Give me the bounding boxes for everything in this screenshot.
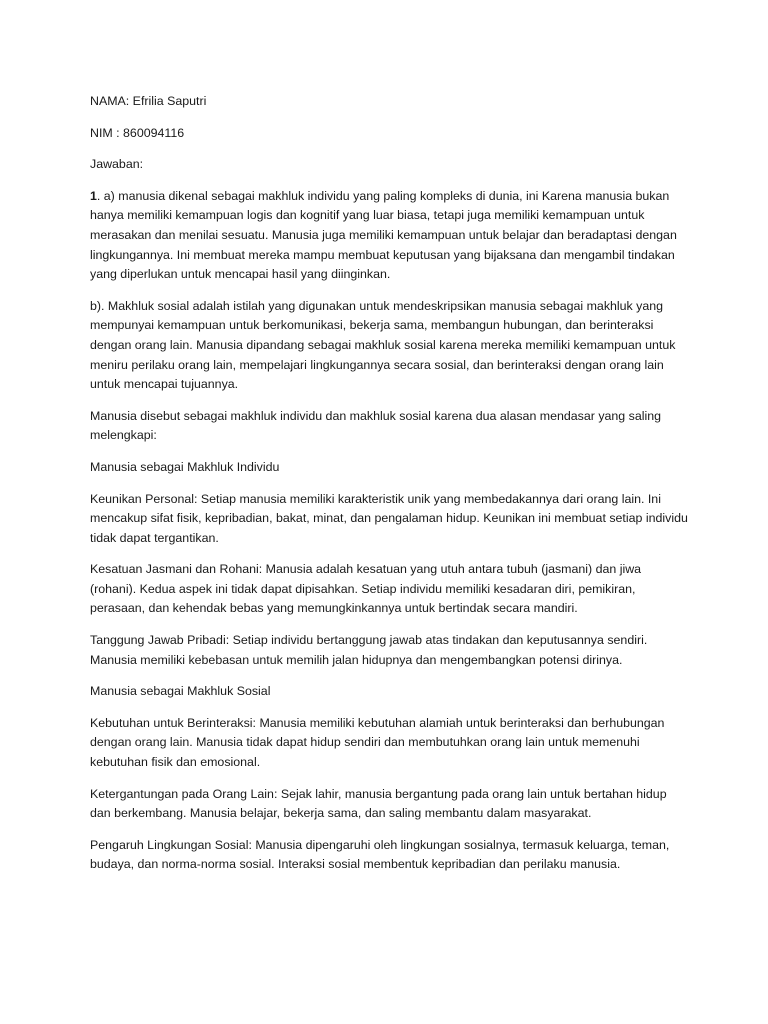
answer-1a [90,187,690,285]
answer-1b: b). Makhluk sosial adalah istilah yang digunakan untuk mendeskripsikan manusia sebagai makhluk yang mempunyai kemampuan untuk berkomunikasi, bekerja sama, membangun hubungan, dan berinteraksi dengan orang lain. Manusia dipandang sebagai makhluk sosial karena mereka memiliki kemampuan untuk meniru perilaku orang lain, mempelajari lingkungannya secara sosial, dan berinteraksi dengan orang lain untuk mencapai tujuannya. [90,298,676,392]
social-heading: Manusia sebagai Makhluk Sosial [90,684,271,699]
individual-heading: Manusia sebagai Makhluk Individu [90,459,280,474]
individual-point: Kesatuan Jasmani dan Rohani: Manusia adalah kesatuan yang utuh antara tubuh (jasmani) dan jiwa (rohani). Kedua aspek ini tidak dapat dipisahkan. Setiap individu memiliki kesadaran diri, pemikiran, perasaan, dan kehendak bebas yang memungkinkannya untuk bertindak secara mandiri. [90,562,642,616]
social-point: Ketergantungan pada Orang Lain: Sejak lahir, manusia bergantung pada orang lain untuk bertahan hidup dan berkembang. Manusia belajar, bekerja sama, dan saling membantu dalam masyarakat. [90,786,667,821]
individual-point: Keunikan Personal: Setiap manusia memiliki karakteristik unik yang membedakannya dari orang lain. Ini mencakup sifat fisik, kepribadian, bakat, minat, dan pengalaman hidup. Keunikan ini membuat setiap individu tidak dapat tergantikan. [90,491,688,545]
social-point: Kebutuhan untuk Berinteraksi: Manusia memiliki kebutuhan alamiah untuk berinteraksi dan berhubungan dengan orang lain. Manusia tidak dapat hidup sendiri dan membutuhkan orang lain untuk memenuhi kebutuhan fisik dan emosional. [90,715,665,770]
individual-point: Tanggung Jawab Pribadi: Setiap individu bertanggung jawab atas tindakan dan keputusannya sendiri. Manusia memiliki kebebasan untuk memilih jalan hidupnya dan mengembangkan potensi dirinya. [90,633,648,667]
answer-label: Jawaban: [90,157,144,172]
student-nim: NIM : 860094116 [90,125,185,140]
document-page [90,92,690,887]
student-name: NAMA: Efrilia Saputri [90,94,207,108]
answer-number: 1 [90,188,97,203]
answer-1a-text: . a) manusia dikenal sebagai makhluk individu yang paling kompleks di dunia, ini Karena manusia bukan hanya memiliki kemampuan logis dan kognitif yang luar biasa, tetapi juga memiliki kemampuan untuk merasakan dan menilai sesuatu. Manusia juga memiliki kemampuan untuk belajar dan beradaptasi dengan lingkungannya. Ini membuat mereka mampu membuat keputusan yang bijaksana dan mengambil tindakan yang diperlukan untuk mencapai hasil yang diinginkan. [90,188,677,282]
social-point: Pengaruh Lingkungan Sosial: Manusia dipengaruhi oleh lingkungan sosialnya, termasuk keluarga, teman, budaya, dan norma-norma sosial. Interaksi sosial membentuk kepribadian dan perilaku manusia. [90,837,670,872]
intro-paragraph: Manusia disebut sebagai makhluk individu dan makhluk sosial karena dua alasan mendasar yang saling melengkapi: [90,408,662,443]
